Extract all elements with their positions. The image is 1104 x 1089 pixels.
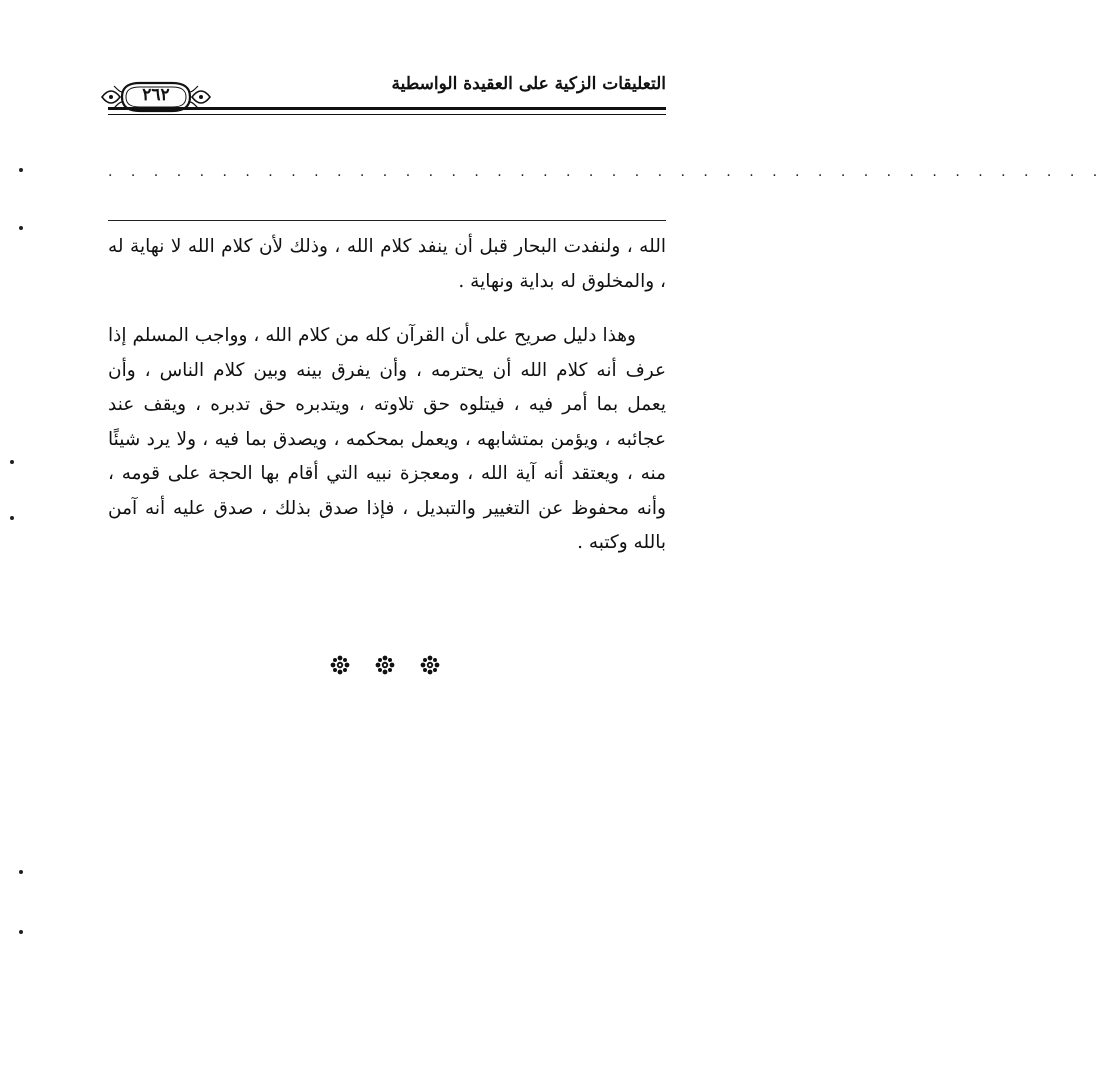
book-title: التعليقات الزكية على العقيدة الواسطية — [391, 74, 666, 94]
scan-mark — [19, 870, 23, 874]
header-rule-thin — [108, 114, 666, 115]
flower-ornament-icon — [330, 655, 350, 675]
dotted-separator: . . . . . . . . . . . . . . . . . . . . . . . . . . . . . . . . . . . . . . . . . . . . — [108, 164, 1104, 180]
page-header — [100, 70, 666, 130]
flower-ornament-icon — [420, 655, 440, 675]
scan-mark — [10, 460, 14, 464]
page-number: ٢٦٢ — [142, 85, 170, 105]
paragraph: وهذا دليل صريح على أن القرآن كله من كلام الله ، وواجب المسلم إذا عرف أنه كلام الله أن يحترمه ، وأن يفرق بينه وبين كلام الناس ، وأن يعمل بما أمر فيه ، فيتلوه حق تلاوته ، ويتدبره حق تدبره ، ويقف عند عجائبه ، ويؤمن بمتشابهه ، ويعمل بمحكمه ، ويصدق بما فيه ، ولا يرد شيئًا منه ، ويعتقد أنه آية الله ، ومعجزة نبيه التي أقام بها الحجة على قومه ، وأنه محفوظ عن التغيير والتبديل ، فإذا صدق بذلك ، صدق عليه أنه آمن بالله وكتبه . — [108, 325, 666, 553]
scan-mark — [19, 930, 23, 934]
scan-mark — [10, 516, 14, 520]
flower-ornament-icon — [375, 655, 395, 675]
header-rule-thick — [108, 107, 666, 110]
scan-mark — [19, 226, 23, 230]
section-end-ornaments — [330, 655, 440, 675]
paragraph: الله ، ولنفدت البحار قبل أن ينفد كلام الله ، وذلك لأن كلام الله لا نهاية له ، والمخلوق له بداية ونهاية . — [108, 236, 666, 292]
section-divider — [108, 220, 666, 221]
scan-mark — [19, 168, 23, 172]
body-text — [108, 230, 666, 561]
